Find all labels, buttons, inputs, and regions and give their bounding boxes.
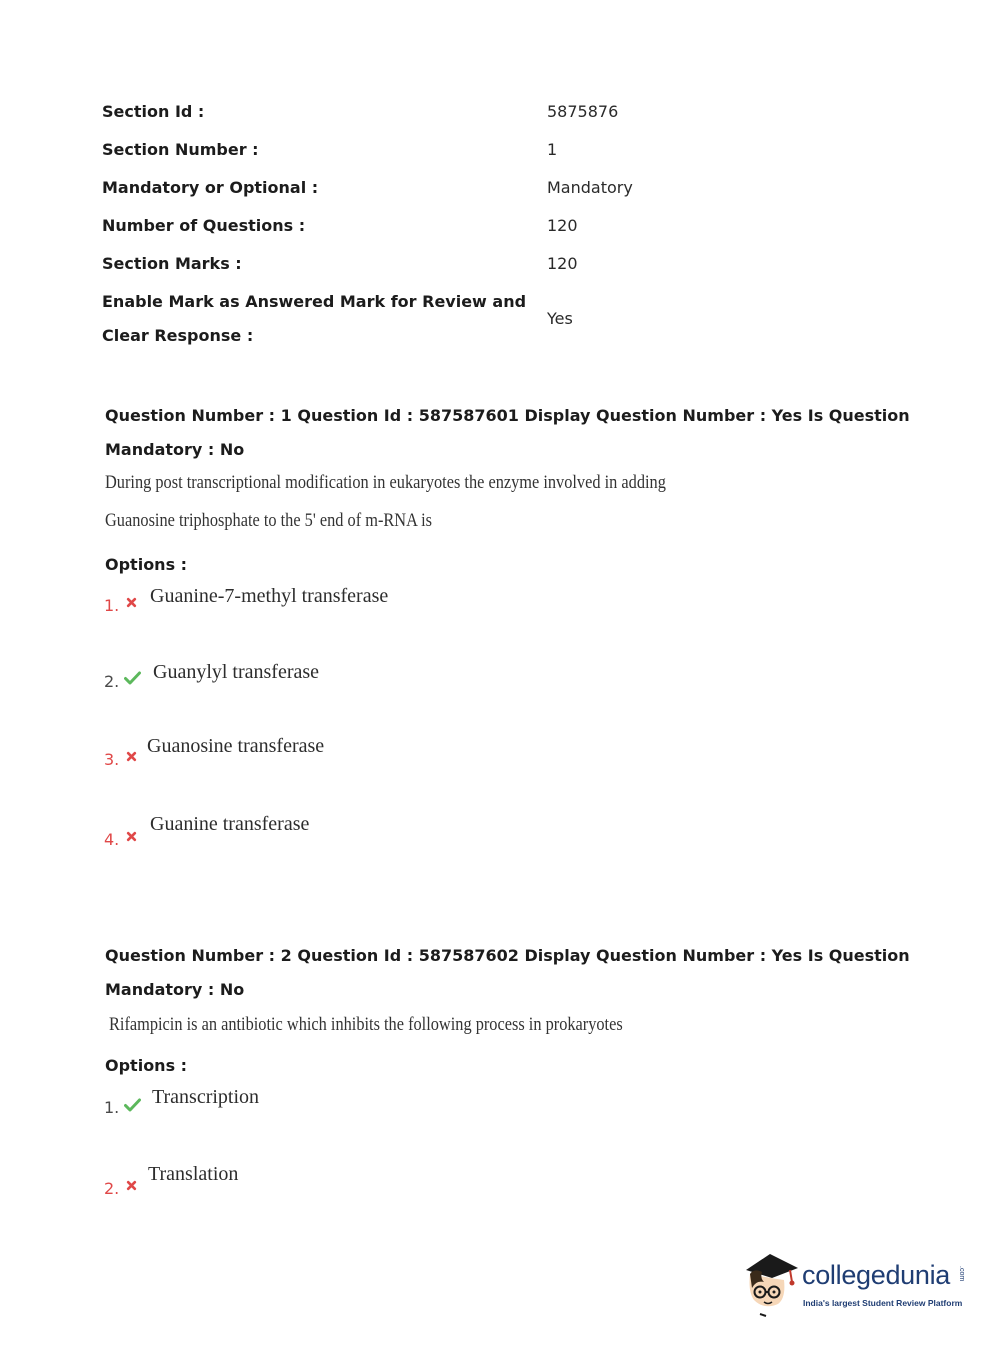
section-id-value: 5875876 bbox=[547, 102, 619, 121]
question-text: During post transcriptional modification in eukaryotes the enzyme involved in adding bbox=[105, 472, 666, 493]
question-text: Rifampicin is an antibiotic which inhibits the following process in prokaryotes bbox=[109, 1014, 623, 1035]
check-icon bbox=[124, 671, 141, 685]
option-text: Guanine transferase bbox=[150, 813, 310, 835]
option-text: Guanylyl transferase bbox=[153, 661, 320, 683]
mandatory-optional-value: Mandatory bbox=[547, 178, 633, 197]
options-label: Options : bbox=[105, 1056, 188, 1075]
section-marks-label: Section Marks : bbox=[102, 254, 242, 273]
logo-tagline: India's largest Student Review Platform bbox=[803, 1298, 963, 1308]
option-text: Transcription bbox=[152, 1086, 260, 1108]
options-label: Options : bbox=[105, 555, 188, 574]
check-icon bbox=[124, 1098, 141, 1112]
mandatory-optional-label: Mandatory or Optional : bbox=[102, 178, 319, 197]
option-text: Guanosine transferase bbox=[147, 735, 325, 757]
number-of-questions-value: 120 bbox=[547, 216, 578, 235]
question-mandatory: Mandatory : No bbox=[105, 980, 245, 999]
section-number-value: 1 bbox=[547, 140, 558, 159]
question-header: Question Number : 1 Question Id : 587587601 Display Question Number : Yes Is Question bbox=[105, 406, 910, 425]
section-id-label: Section Id : bbox=[102, 102, 205, 121]
collegedunia-logo[interactable] bbox=[740, 1248, 970, 1318]
question-mandatory: Mandatory : No bbox=[105, 440, 245, 459]
enable-mark-label-line2: Clear Response : bbox=[102, 326, 254, 345]
question-text: Guanosine triphosphate to the 5' end of m-RNA is bbox=[105, 510, 432, 531]
option-text: Translation bbox=[148, 1163, 239, 1185]
option-number: 4. bbox=[104, 830, 120, 849]
option-number: 1. bbox=[104, 596, 120, 615]
option-number: 3. bbox=[104, 750, 120, 769]
mascot-icon bbox=[740, 1248, 802, 1318]
logo-com: .com bbox=[958, 1266, 965, 1282]
cross-icon bbox=[126, 751, 137, 762]
question-header: Question Number : 2 Question Id : 587587602 Display Question Number : Yes Is Question bbox=[105, 946, 910, 965]
cross-icon bbox=[126, 1180, 137, 1191]
enable-mark-label-line1: Enable Mark as Answered Mark for Review and bbox=[102, 292, 527, 311]
enable-mark-value: Yes bbox=[547, 309, 573, 328]
option-number: 1. bbox=[104, 1098, 120, 1117]
section-number-label: Section Number : bbox=[102, 140, 259, 159]
option-number: 2. bbox=[104, 672, 120, 691]
cross-icon bbox=[126, 831, 137, 842]
option-number: 2. bbox=[104, 1179, 120, 1198]
number-of-questions-label: Number of Questions : bbox=[102, 216, 306, 235]
cross-icon bbox=[126, 597, 137, 608]
option-text: Guanine-7-methyl transferase bbox=[150, 585, 389, 607]
section-marks-value: 120 bbox=[547, 254, 578, 273]
logo-name: collegedunia bbox=[802, 1260, 951, 1290]
